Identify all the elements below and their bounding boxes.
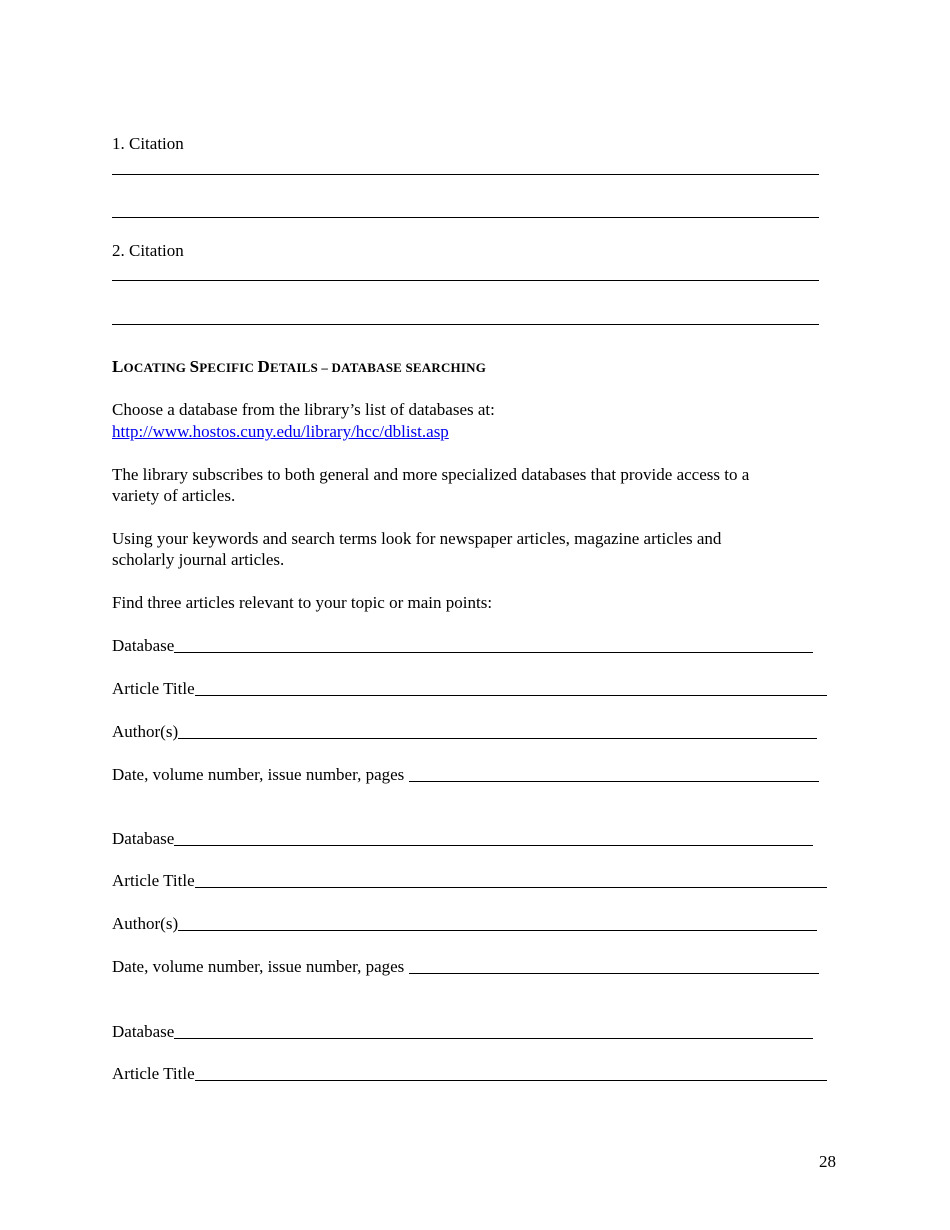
- fill-line[interactable]: [174, 845, 813, 846]
- database-label: Database: [112, 829, 175, 848]
- article-2-date-field[interactable]: [112, 957, 819, 977]
- fill-line[interactable]: [195, 887, 827, 888]
- fill-line[interactable]: [409, 781, 819, 782]
- article-2-database-field[interactable]: [112, 829, 813, 849]
- find-articles-text: Find three articles relevant to your topic or main points:: [112, 593, 493, 612]
- section-heading: LOCATING SPECIFIC DETAILS – DATABASE SEARCHING: [112, 357, 487, 376]
- fill-line[interactable]: [174, 1038, 813, 1039]
- date-info-label: Date, volume number, issue number, pages: [112, 957, 405, 976]
- date-info-label: Date, volume number, issue number, pages: [112, 765, 405, 784]
- article-1-date-field[interactable]: [112, 765, 819, 785]
- article-title-label: Article Title: [112, 871, 195, 890]
- fill-line[interactable]: [178, 930, 817, 931]
- fill-line[interactable]: [195, 1080, 827, 1081]
- database-list-link[interactable]: http://www.hostos.cuny.edu/library/hcc/dblist.asp: [112, 422, 449, 441]
- choose-database-text: Choose a database from the library’s list of databases at:: [112, 400, 495, 419]
- fill-line[interactable]: [174, 652, 813, 653]
- article-3-title-field[interactable]: [112, 1064, 827, 1084]
- article-1-title-field[interactable]: [112, 679, 827, 699]
- citation-2-line-2[interactable]: [112, 324, 819, 325]
- article-title-label: Article Title: [112, 679, 195, 698]
- citation-2-line-1[interactable]: [112, 280, 819, 281]
- citation-1-line-1[interactable]: [112, 174, 819, 175]
- database-label: Database: [112, 636, 175, 655]
- fill-line[interactable]: [409, 973, 819, 974]
- fill-line[interactable]: [178, 738, 817, 739]
- article-title-label: Article Title: [112, 1064, 195, 1083]
- article-2-authors-field[interactable]: [112, 914, 817, 934]
- citation-1-label: 1. Citation: [112, 134, 184, 153]
- authors-label: Author(s): [112, 722, 179, 741]
- fill-line[interactable]: [195, 695, 827, 696]
- citation-2-label: 2. Citation: [112, 241, 184, 260]
- article-1-authors-field[interactable]: [112, 722, 817, 742]
- subscription-text-line-2: variety of articles.: [112, 486, 236, 505]
- article-1-database-field[interactable]: [112, 636, 813, 656]
- page-number: 28: [819, 1152, 836, 1171]
- authors-label: Author(s): [112, 914, 179, 933]
- subscription-text-line-1: The library subscribes to both general and more specialized databases that provide access to a: [112, 465, 750, 484]
- article-2-title-field[interactable]: [112, 871, 827, 891]
- citation-1-line-2[interactable]: [112, 217, 819, 218]
- keywords-text-line-1: Using your keywords and search terms look for newspaper articles, magazine articles and: [112, 529, 722, 548]
- article-3-database-field[interactable]: [112, 1022, 813, 1042]
- keywords-text-line-2: scholarly journal articles.: [112, 550, 285, 569]
- database-label: Database: [112, 1022, 175, 1041]
